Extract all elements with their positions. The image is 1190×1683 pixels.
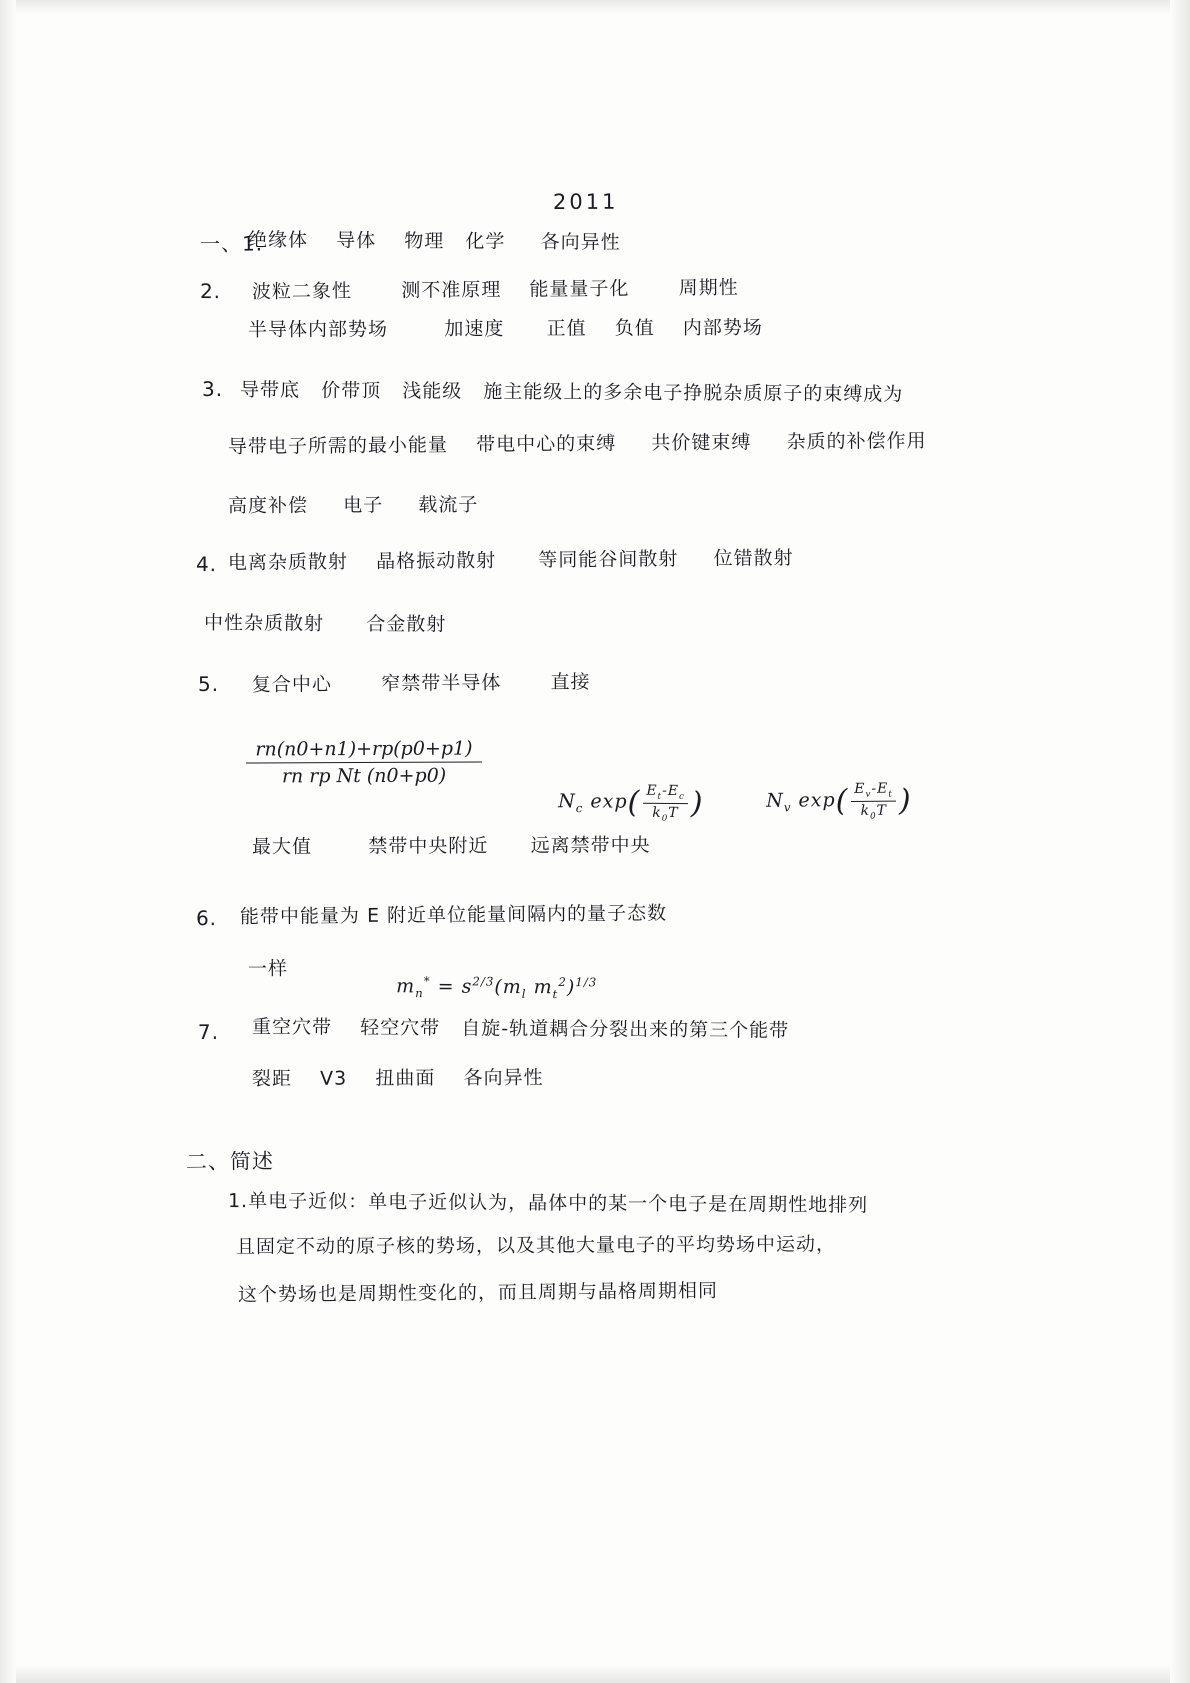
page-edge-right	[1170, 0, 1190, 1683]
page-edge-bottom	[0, 1665, 1190, 1683]
formula-nv-fraction: $\frac{E_v-E_t}{k_0T}$	[851, 781, 896, 822]
formula-nv-exp	[738, 758, 912, 844]
item-7-line-2: 裂距 V3 扭曲面 各向异性	[251, 1066, 544, 1090]
item-7-number: 7.	[197, 1019, 220, 1044]
fraction-numerator: rn(n0+n1)+rp(p0+p1)	[255, 737, 473, 761]
item-3-line-3: 高度补偿 电子 载流子	[227, 493, 479, 517]
item-6-line-1: 能带中能量为 E 附近单位能量间隔内的量子态数	[239, 902, 668, 928]
item-5-number: 5.	[197, 671, 220, 696]
item-1-line-1: 绝缘体 导体 物理 化学 各向异性	[247, 229, 621, 254]
item-2-line-2: 半导体内部势场 加速度 正值 负值 内部势场	[247, 316, 763, 341]
item-2-line-1: 波粒二象性 测不准原理 能量量子化 周期性	[251, 276, 739, 303]
formula-nc-exp	[530, 760, 704, 846]
fraction-denominator: rn rp Nt (n0+p0)	[281, 764, 447, 788]
item-2-number: 2.	[199, 279, 222, 304]
effective-mass-formula	[368, 952, 598, 1024]
formula-nc-fraction: $\frac{E_t-E_c}{k_0T}$	[643, 783, 688, 824]
formula-nc-close-paren: )	[690, 785, 704, 821]
item-6-line-2-label: 一样	[247, 957, 289, 980]
formula-nv-close-paren: )	[898, 783, 912, 819]
section-two-line-3: 这个势场也是周期性变化的，而且周期与晶格周期相同	[237, 1279, 719, 1306]
year-heading: 2011	[552, 189, 619, 214]
item-1-number: 一、1.	[199, 231, 264, 256]
item-7-line-1: 重空穴带 轻空穴带 自旋-轨道耦合分裂出来的第三个能带	[251, 1016, 790, 1042]
formula-nc-exp-text: $N_c$ exp(	[558, 785, 641, 821]
page-edge-top	[0, 0, 1190, 14]
item-4-number: 4.	[195, 552, 218, 577]
section-two-heading: 二、简述	[185, 1149, 275, 1174]
formula-nv-exp-text: $N_v$ exp(	[766, 783, 849, 819]
page-edge-left	[0, 0, 16, 1683]
item-5-line-1: 复合中心 窄禁带半导体 直接	[251, 671, 591, 696]
item-3-line-1: 导带底 价带顶 浅能级 施主能级上的多余电子挣脱杂质原子的束缚成为	[239, 379, 904, 406]
item-4-line-2: 中性杂质散射 合金散射	[203, 612, 447, 636]
item-3-number: 3.	[201, 376, 224, 401]
item-5-line-after: 最大值 禁带中央附近 远离禁带中央	[251, 834, 651, 858]
section-two-line-1: 1.单电子近似：单电子近似认为，晶体中的某一个电子是在周期性地排列	[227, 1190, 869, 1217]
item-4-line-1: 电离杂质散射 晶格振动散射 等同能谷间散射 位错散射	[227, 547, 794, 574]
item-3-line-2: 导带电子所需的最小能量 带电中心的束缚 共价键束缚 杂质的补偿作用	[227, 429, 927, 458]
recombination-lifetime-fraction	[246, 737, 482, 787]
item-6-number: 6.	[195, 906, 218, 931]
effective-mass-formula-text: $m_n^* = s^{2/3}(m_l$ $m_t^2)^{1/3}$	[396, 974, 598, 1002]
section-two-line-2: 且固定不动的原子核的势场，以及其他大量电子的平均势场中运动，	[235, 1233, 837, 1258]
